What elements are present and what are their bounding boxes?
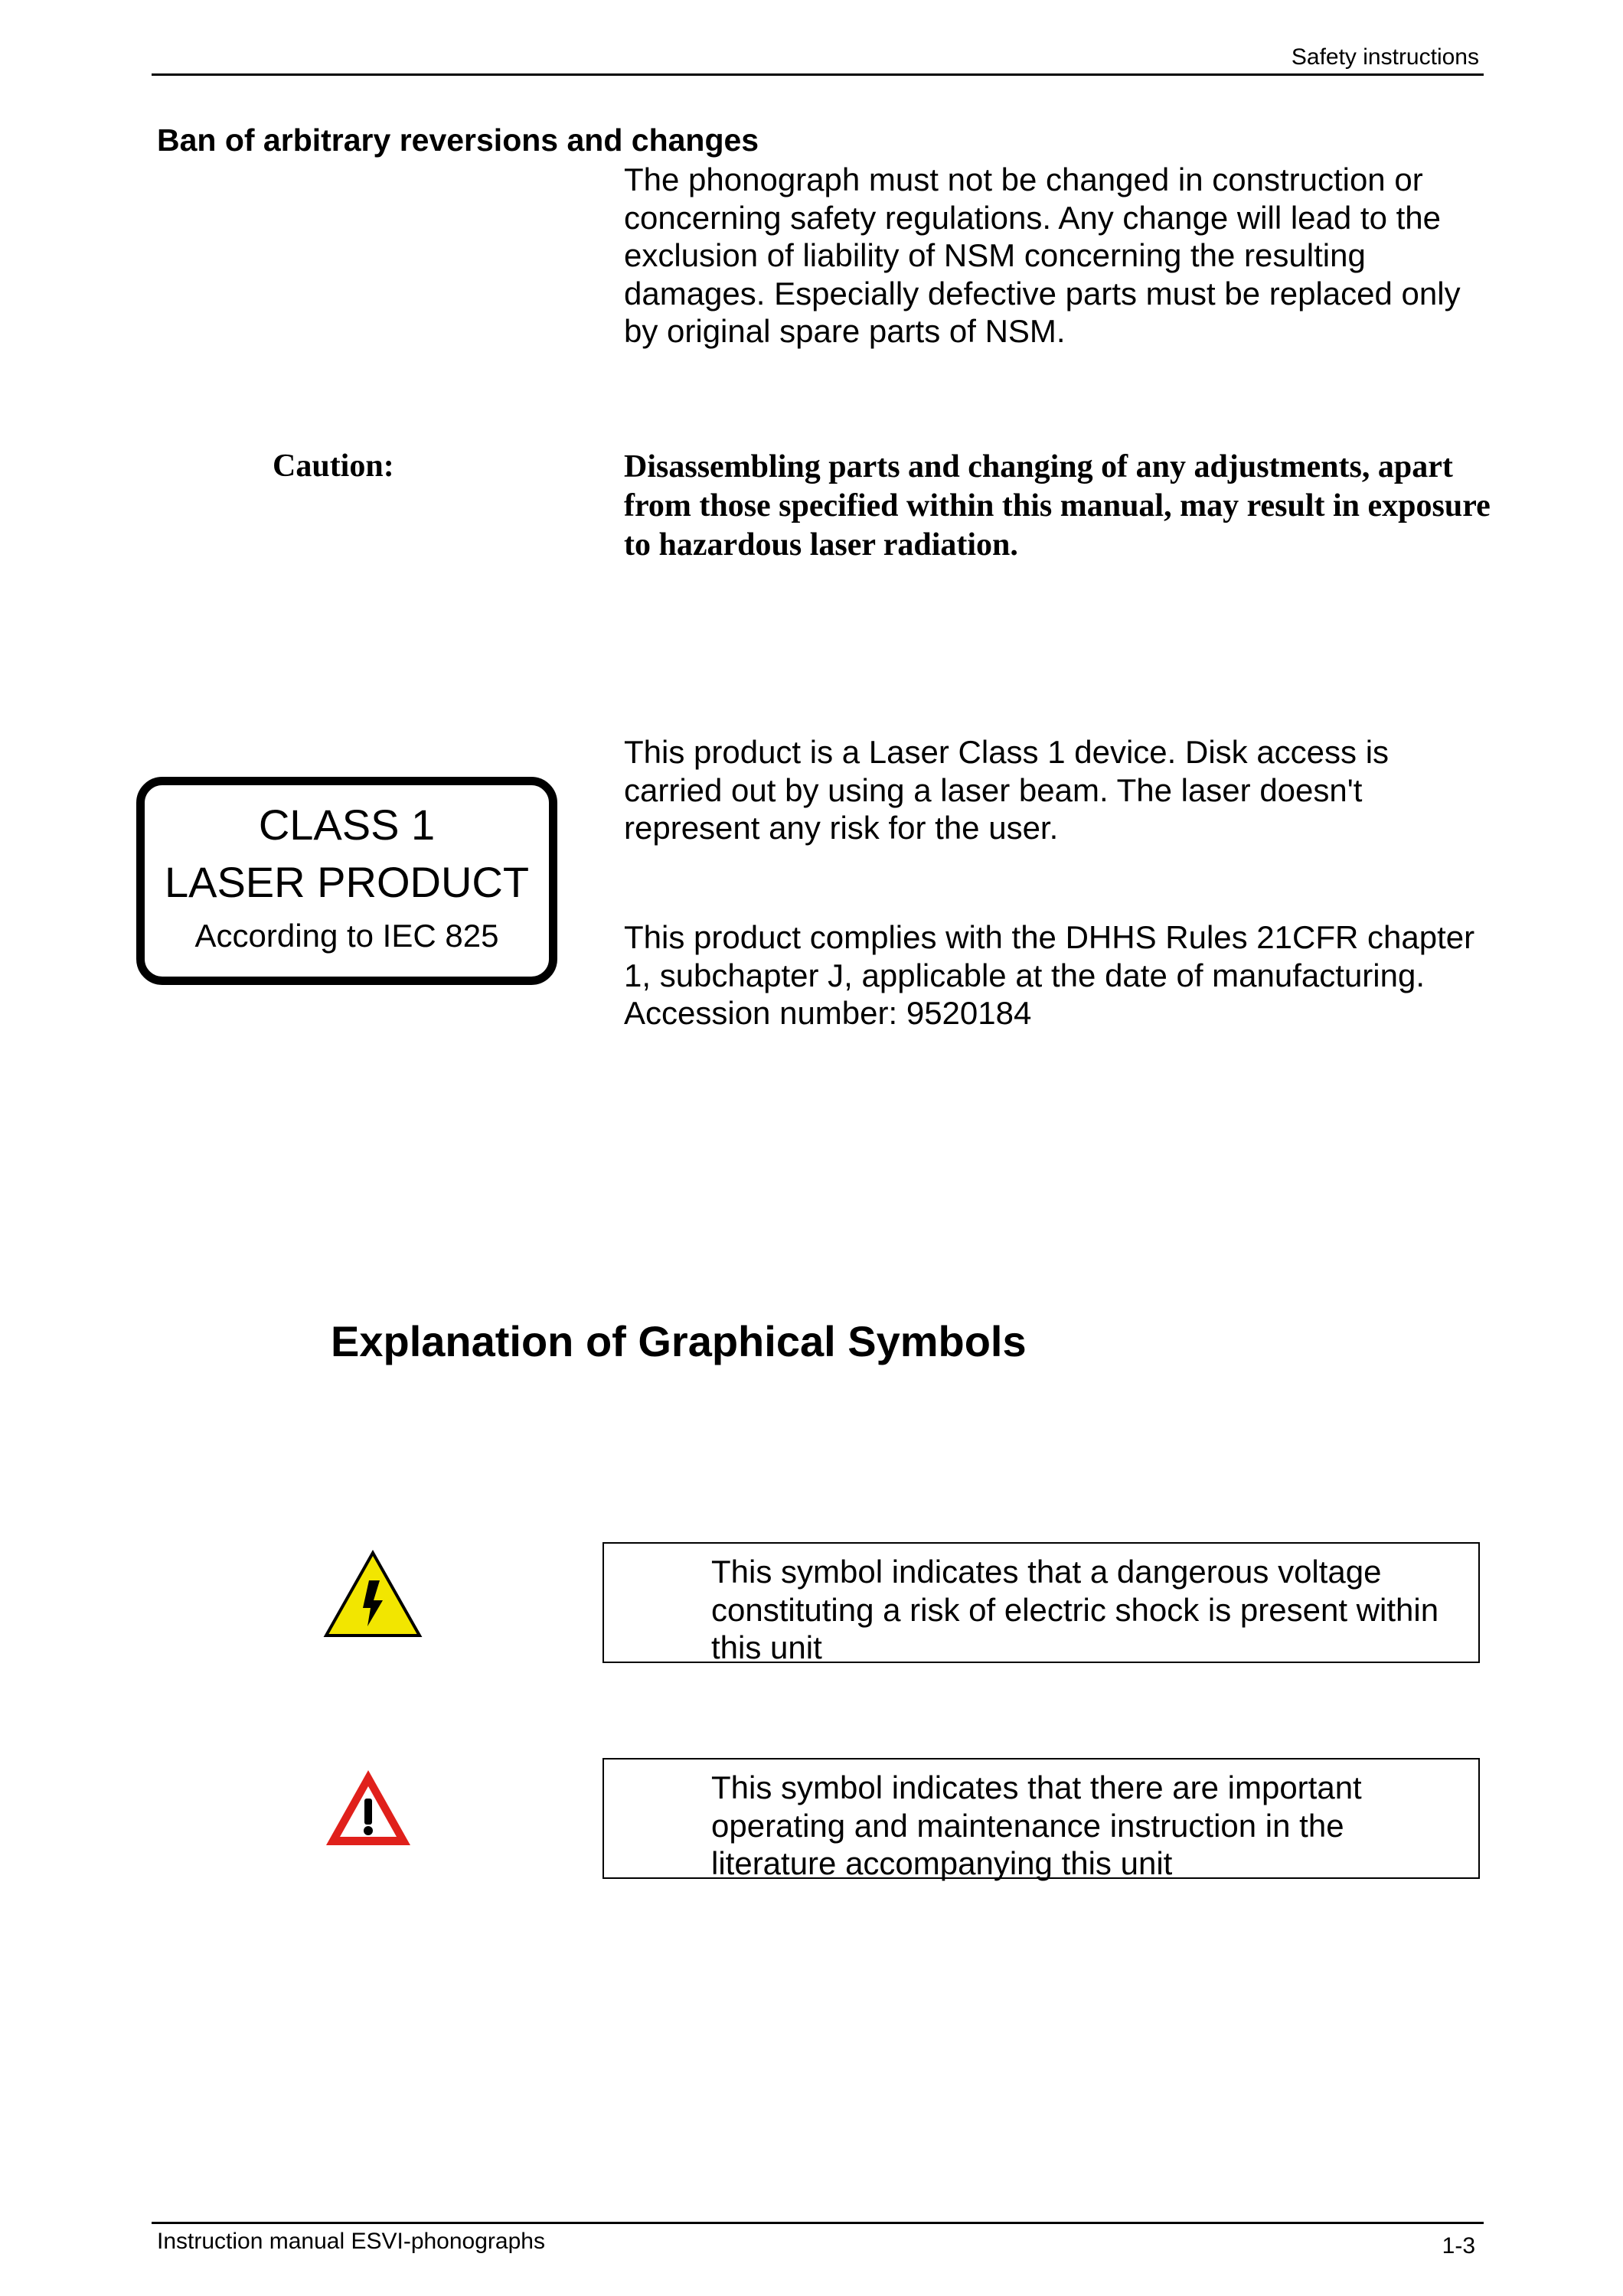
laser-label-product: LASER PRODUCT bbox=[164, 858, 530, 906]
laser-class-label bbox=[136, 777, 557, 985]
voltage-symbol-description: This symbol indicates that a dangerous voltage constituting a risk of electric shock is present within this unit bbox=[711, 1554, 1439, 1665]
laser-class-paragraph: This product is a Laser Class 1 device. Disk access is carried out by using a laser beam. The laser doesn't represent any risk for the user. bbox=[624, 734, 1390, 846]
caution-exclamation-icon bbox=[323, 1766, 413, 1849]
footer-rule bbox=[152, 2222, 1484, 2224]
dhhs-paragraph: This product complies with the DHHS Rules 21CFR chapter 1, subchapter J, applicable at the date of manufacturing. Accession number: 9520184 bbox=[624, 919, 1475, 1031]
laser-label-standard: According to IEC 825 bbox=[194, 918, 499, 954]
caution-symbol-description: This symbol indicates that there are important operating and maintenance instruction in the literature accompanying this unit bbox=[711, 1769, 1362, 1881]
caution-text: Disassembling parts and changing of any adjustments, apart from those specified within this manual, may result in exposure to hazardous laser radiation. bbox=[624, 449, 1491, 563]
high-voltage-warning-icon bbox=[323, 1550, 423, 1639]
caution-label: Caution: bbox=[273, 448, 394, 484]
laser-label-class: CLASS 1 bbox=[258, 801, 436, 849]
caution-symbol-box bbox=[603, 1758, 1480, 1879]
footer-manual-title: Instruction manual ESVI-phonographs bbox=[157, 2229, 545, 2254]
header-rule bbox=[152, 73, 1484, 76]
voltage-symbol-box bbox=[603, 1542, 1480, 1663]
running-header: Safety instructions bbox=[1291, 44, 1479, 70]
paragraph-changes: The phonograph must not be changed in construction or concerning safety regulations. Any change will lead to the exclusion of liability of NSM concerning the resulting damages. Especially defective parts must be replaced only by original spare parts of NSM. bbox=[624, 161, 1461, 349]
symbols-heading: Explanation of Graphical Symbols bbox=[331, 1317, 1027, 1365]
page-number: 1-3 bbox=[1442, 2233, 1475, 2258]
section-title: Ban of arbitrary reversions and changes bbox=[157, 122, 759, 158]
